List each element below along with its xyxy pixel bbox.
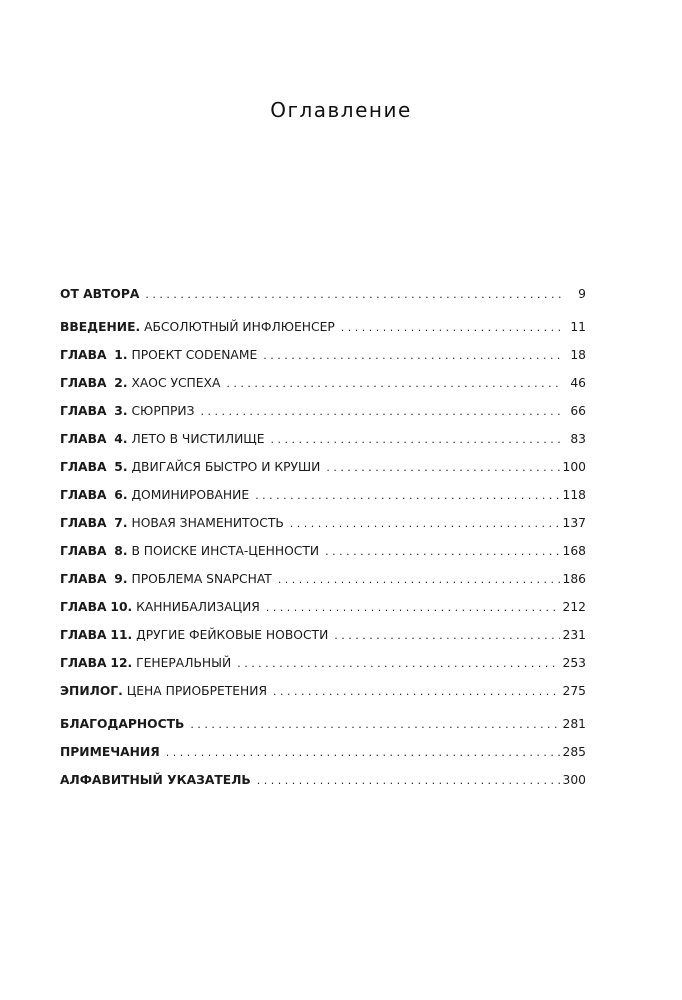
toc-entry-page: 46 (570, 376, 586, 390)
toc-entry-title: КАННИБАЛИЗАЦИЯ (136, 600, 260, 614)
toc-entry[interactable] (60, 481, 586, 509)
toc-entry-prefix: ГЛАВА (60, 460, 107, 474)
toc-entry-page: 253 (562, 656, 586, 670)
toc-entry-prefix: ГЛАВА (60, 628, 107, 642)
toc-entry-page: 11 (570, 320, 586, 334)
toc-entry-number: 1. (114, 348, 128, 362)
toc-entry-page: 66 (570, 404, 586, 418)
toc-entry-page: 186 (562, 572, 586, 586)
toc-entry[interactable] (60, 738, 586, 766)
toc-entry-prefix: ГЛАВА (60, 656, 107, 670)
dot-leader (325, 538, 559, 566)
toc-entry[interactable] (60, 593, 586, 621)
toc-entry[interactable] (60, 621, 586, 649)
toc-entry-title: ЛЕТО В ЧИСТИЛИЩЕ (131, 432, 265, 446)
toc-entry-prefix: ОТ АВТОРА (60, 287, 140, 301)
toc-entry-prefix: ГЛАВА (60, 348, 107, 362)
toc-entry-title: АБСОЛЮТНЫЙ ИНФЛЮЕНСЕР (144, 320, 335, 334)
toc-entry-title: ДРУГИЕ ФЕЙКОВЫЕ НОВОСТИ (136, 628, 329, 642)
toc-entry-number: 9. (114, 572, 128, 586)
toc-entry[interactable] (60, 341, 586, 369)
toc-entry[interactable] (60, 649, 586, 677)
toc-entry-title: НОВАЯ ЗНАМЕНИТОСТЬ (131, 516, 284, 530)
toc-entry-page: 83 (570, 432, 586, 446)
toc-entry-page: 212 (562, 600, 586, 614)
toc-entry-number: 11. (110, 628, 133, 642)
dot-leader (341, 314, 563, 342)
toc-entry[interactable] (60, 369, 586, 397)
toc-entry-page: 285 (562, 745, 586, 759)
dot-leader (255, 482, 559, 510)
toc-entry[interactable] (60, 710, 586, 738)
dot-leader (237, 650, 559, 678)
dot-leader (290, 510, 560, 538)
dot-leader (273, 678, 559, 706)
toc-entry-title: ПРОЕКТ CODENAME (131, 348, 258, 362)
toc-entry-page: 118 (562, 488, 586, 502)
dot-leader (190, 711, 559, 739)
toc-entry-number: 7. (114, 516, 128, 530)
toc-entry-prefix: ЭПИЛОГ. (60, 684, 123, 698)
toc-entry-title: ДВИГАЙСЯ БЫСТРО И КРУШИ (131, 460, 321, 474)
toc-entry-prefix: ГЛАВА (60, 516, 107, 530)
toc-entry-prefix: ГЛАВА (60, 544, 107, 558)
toc-entry-prefix: БЛАГОДАРНОСТЬ (60, 717, 185, 731)
toc-entry-number: 10. (110, 600, 133, 614)
toc-entry-title: ГЕНЕРАЛЬНЫЙ (136, 656, 232, 670)
toc-entry-prefix: ГЛАВА (60, 432, 107, 446)
toc-entry-number: 5. (114, 460, 128, 474)
toc-entry-number: 4. (114, 432, 128, 446)
toc-entry-page: 300 (562, 773, 586, 787)
toc-entry-page: 18 (570, 348, 586, 362)
toc-entry-prefix: ПРИМЕЧАНИЯ (60, 745, 160, 759)
dot-leader (271, 426, 563, 454)
dot-leader (263, 342, 563, 370)
toc-entry-title: ПРОБЛЕМА SNAPCHAT (131, 572, 272, 586)
toc-entry-prefix: ГЛАВА (60, 376, 107, 390)
toc-entry-number: 3. (114, 404, 128, 418)
table-of-contents (60, 280, 586, 794)
toc-entry-page: 231 (562, 628, 586, 642)
toc-entry-prefix: ВВЕДЕНИЕ. (60, 320, 141, 334)
toc-entry-title: ХАОС УСПЕХА (131, 376, 221, 390)
toc-entry[interactable] (60, 677, 586, 705)
toc-entry-page: 9 (578, 287, 586, 301)
toc-entry-prefix: ГЛАВА (60, 600, 107, 614)
toc-entry-page: 137 (562, 516, 586, 530)
toc-entry[interactable] (60, 313, 586, 341)
toc-entry-prefix: ГЛАВА (60, 488, 107, 502)
toc-entry-number: 6. (114, 488, 128, 502)
toc-entry-title: В ПОИСКЕ ИНСТА-ЦЕННОСТИ (131, 544, 320, 558)
toc-entry[interactable] (60, 766, 586, 794)
dot-leader (226, 370, 563, 398)
toc-entry-title: ЦЕНА ПРИОБРЕТЕНИЯ (126, 684, 268, 698)
toc-entry-title: ДОМИНИРОВАНИЕ (131, 488, 250, 502)
dot-leader (334, 622, 559, 650)
dot-leader (326, 454, 559, 482)
toc-entry[interactable] (60, 280, 586, 308)
dot-leader (278, 566, 560, 594)
toc-entry[interactable] (60, 425, 586, 453)
toc-entry[interactable] (60, 397, 586, 425)
toc-entry[interactable] (60, 565, 586, 593)
toc-entry-prefix: АЛФАВИТНЫЙ УКАЗАТЕЛЬ (60, 773, 251, 787)
toc-entry-number: 2. (114, 376, 128, 390)
dot-leader (257, 767, 560, 795)
toc-entry[interactable] (60, 509, 586, 537)
dot-leader (166, 739, 560, 767)
toc-entry-page: 281 (562, 717, 586, 731)
toc-entry-number: 8. (114, 544, 128, 558)
toc-entry-page: 100 (562, 460, 586, 474)
page-title: Оглавление (270, 98, 412, 122)
toc-entry[interactable] (60, 537, 586, 565)
toc-entry-title: СЮРПРИЗ (131, 404, 195, 418)
toc-entry-prefix: ГЛАВА (60, 404, 107, 418)
toc-entry-page: 168 (562, 544, 586, 558)
toc-entry-number: 12. (110, 656, 133, 670)
dot-leader (145, 281, 563, 309)
toc-entry-page: 275 (562, 684, 586, 698)
toc-entry-prefix: ГЛАВА (60, 572, 107, 586)
toc-entry[interactable] (60, 453, 586, 481)
dot-leader (200, 398, 563, 426)
dot-leader (266, 594, 560, 622)
